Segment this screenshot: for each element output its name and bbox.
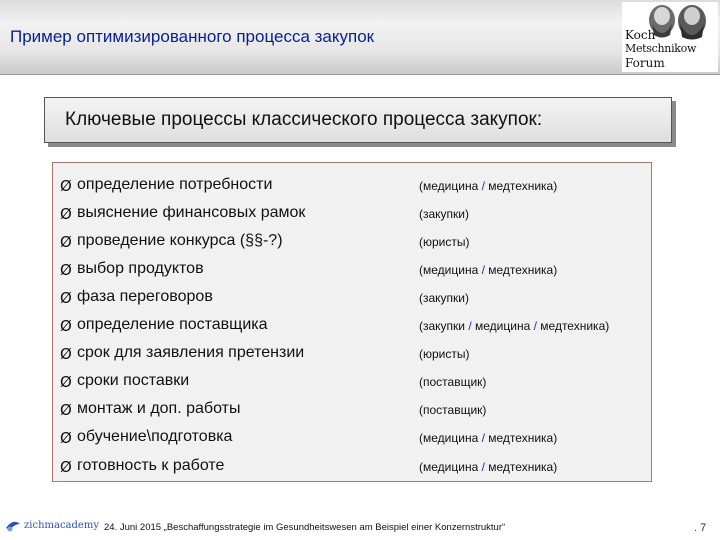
process-row xyxy=(53,255,651,283)
responsible-text: (закупки xyxy=(419,319,469,333)
process-step: готовность к работе xyxy=(77,457,225,474)
process-step: монтаж и доп. работы xyxy=(77,400,241,417)
separator-slash: / xyxy=(481,431,485,445)
koch-metschnikow-forum-logo xyxy=(622,2,718,72)
responsible-text: (медицина xyxy=(419,460,482,474)
responsible-party xyxy=(419,263,557,277)
logo-word-forum: Forum xyxy=(625,56,665,70)
process-step: сроки поставки xyxy=(77,372,190,389)
responsible-text: (медицина xyxy=(419,179,482,193)
responsible-text: (закупки) xyxy=(419,291,470,305)
bullet-arrow-icon: Ø xyxy=(60,289,72,307)
process-list-panel xyxy=(52,162,652,482)
responsible-text: (медицина xyxy=(419,431,482,445)
responsible-text: (медицина xyxy=(419,263,482,277)
separator-slash: / xyxy=(533,319,537,333)
separator-slash: / xyxy=(481,263,485,277)
responsible-text: медтехника) xyxy=(484,179,558,193)
bullet-arrow-icon: Ø xyxy=(60,458,72,476)
responsible-text: медтехника) xyxy=(536,319,610,333)
responsible-party xyxy=(419,403,486,417)
responsible-party xyxy=(419,319,609,333)
process-row xyxy=(53,452,651,480)
logo-word-metschnikow: Metschnikow xyxy=(625,42,697,55)
process-step: фаза переговоров xyxy=(77,288,213,305)
process-row xyxy=(53,367,651,395)
page-title: Пример оптимизированного процесса закупок xyxy=(10,27,375,46)
process-step: выяснение финансовых рамок xyxy=(77,204,306,221)
academy-logo-icon xyxy=(4,516,22,534)
process-step: обучение\подготовка xyxy=(77,428,233,445)
logo-word-koch: Koch xyxy=(625,28,656,42)
process-step: проведение конкурса (§§-?) xyxy=(77,232,283,249)
responsible-party xyxy=(419,460,557,474)
process-row xyxy=(53,283,651,311)
bullet-arrow-icon: Ø xyxy=(60,261,72,279)
responsible-party xyxy=(419,207,469,221)
responsible-party xyxy=(419,431,557,445)
bullet-arrow-icon: Ø xyxy=(60,429,72,447)
responsible-text: (юристы) xyxy=(419,235,470,249)
responsible-text: (поставщик) xyxy=(419,403,487,417)
footer-text: 24. Juni 2015 „Beschaffungsstrategie im Gesundheitswesen am Beispiel einer Konzernstruktur“ xyxy=(104,522,506,533)
responsible-text: (закупки) xyxy=(419,207,470,221)
bullet-arrow-icon: Ø xyxy=(60,233,72,251)
responsible-party xyxy=(419,235,470,249)
bullet-arrow-icon: Ø xyxy=(60,373,72,391)
responsible-party xyxy=(419,347,470,361)
bullet-arrow-icon: Ø xyxy=(60,205,72,223)
responsible-text: (поставщик) xyxy=(419,375,487,389)
process-step: срок для заявления претензии xyxy=(77,344,305,361)
bullet-arrow-icon: Ø xyxy=(60,345,72,363)
separator-slash: / xyxy=(468,319,472,333)
process-step: выбор продуктов xyxy=(77,260,204,277)
bullet-arrow-icon: Ø xyxy=(60,317,72,335)
responsible-text: медтехника) xyxy=(484,431,558,445)
header-bar xyxy=(0,0,720,75)
responsible-text: медтехника) xyxy=(484,460,558,474)
bullet-arrow-icon: Ø xyxy=(60,177,72,195)
responsible-party xyxy=(419,375,486,389)
process-row xyxy=(53,227,651,255)
process-row xyxy=(53,311,651,339)
subtitle: Ключевые процессы классического процесса закупок: xyxy=(65,109,543,130)
process-row xyxy=(53,171,651,199)
process-step: определение поставщика xyxy=(77,316,268,333)
page-number: . 7 xyxy=(694,522,707,534)
process-row xyxy=(53,199,651,227)
responsible-party xyxy=(419,179,557,193)
subtitle-box xyxy=(44,97,672,143)
responsible-text: (юристы) xyxy=(419,347,470,361)
separator-slash: / xyxy=(481,460,485,474)
academy-logo-text: zichmacademy xyxy=(24,520,99,531)
academy-logo xyxy=(4,516,98,536)
responsible-party xyxy=(419,291,469,305)
process-row xyxy=(53,395,651,423)
bullet-arrow-icon: Ø xyxy=(60,401,72,419)
process-row xyxy=(53,339,651,367)
process-step: определение потребности xyxy=(77,176,273,193)
separator-slash: / xyxy=(481,179,485,193)
process-row xyxy=(53,423,651,451)
responsible-text: медтехника) xyxy=(484,263,558,277)
responsible-text: медицина xyxy=(471,319,534,333)
